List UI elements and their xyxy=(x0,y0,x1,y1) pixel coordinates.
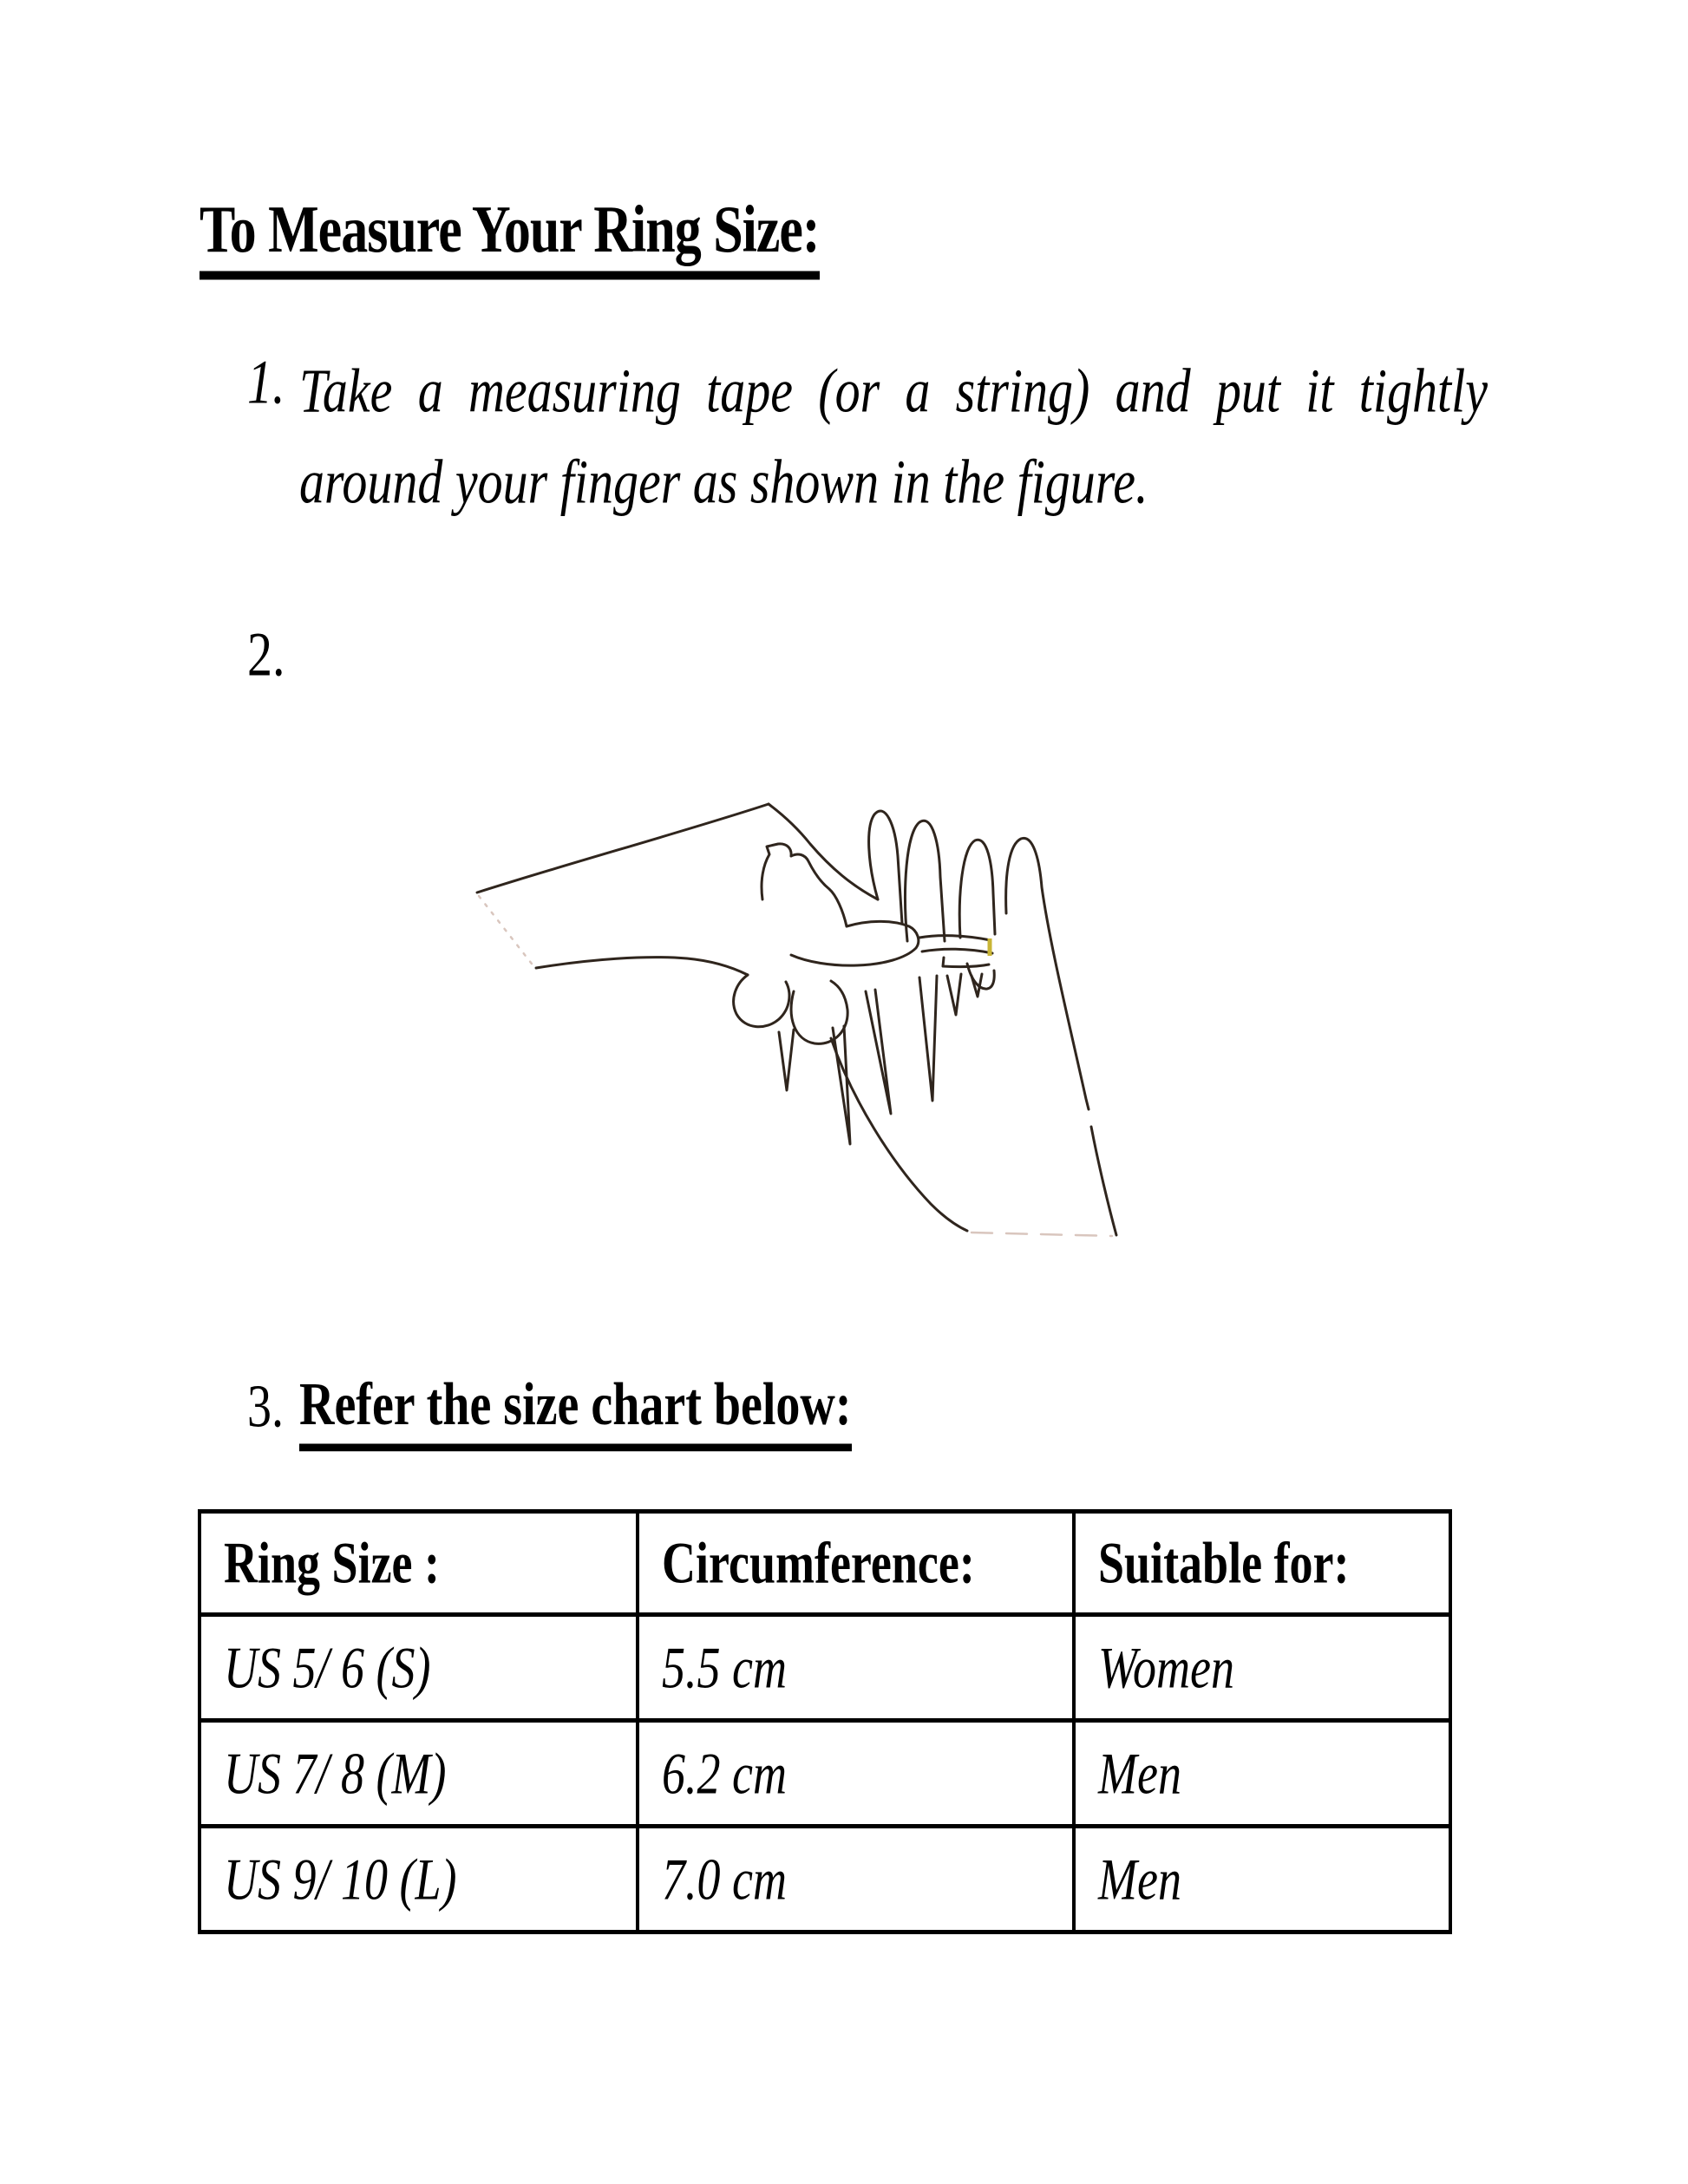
string-end-spike-5 xyxy=(947,974,961,1015)
string-end-spike-1 xyxy=(779,1030,794,1090)
hand-outer-edge xyxy=(1006,838,1089,1109)
header-ring-size: Ring Size : xyxy=(200,1512,638,1615)
wrist-cut-dashed-line xyxy=(972,1233,1112,1236)
cell-suitable-for: Men xyxy=(1074,1827,1450,1932)
upright-hand xyxy=(769,804,1116,1235)
pinch-index-finger xyxy=(791,921,919,965)
cell-circumference: 5.5 cm xyxy=(638,1615,1074,1721)
cut-edge-dashes xyxy=(479,896,1112,1236)
table-row-large xyxy=(200,1827,1450,1932)
string-end-spike-2 xyxy=(833,1026,850,1144)
arm-bottom-edge xyxy=(536,958,748,975)
index-finger xyxy=(869,811,902,924)
header-suitable-for: Suitable for: xyxy=(1074,1512,1450,1615)
string-end-spike-3 xyxy=(866,990,891,1114)
step-3 xyxy=(247,1372,852,1451)
pinch-thumb xyxy=(762,844,847,926)
step-1-number: 1. xyxy=(247,346,285,417)
wrist-right-edge xyxy=(1091,1127,1116,1235)
hands-illustration xyxy=(460,794,1136,1279)
header-circumference: Circumference: xyxy=(638,1512,1074,1615)
arm-top-edge xyxy=(477,804,769,893)
cell-ring-size: US 9/ 10 (L) xyxy=(200,1827,638,1932)
step-3-heading: Refer the size chart below: xyxy=(299,1372,852,1451)
cell-suitable-for: Men xyxy=(1074,1721,1450,1827)
step-1 xyxy=(247,345,1496,527)
middle-finger xyxy=(906,821,945,941)
page-title xyxy=(200,193,820,267)
left-arm xyxy=(477,804,769,975)
illustration-strokes xyxy=(477,804,1116,1236)
string-end-spike-4 xyxy=(919,976,937,1101)
ring-finger xyxy=(959,840,995,938)
cell-ring-size: US 5/ 6 (S) xyxy=(200,1615,638,1721)
table-header-row xyxy=(200,1512,1450,1615)
string-lower-wrap xyxy=(943,958,989,967)
hand-measurement-figure xyxy=(460,794,1136,1279)
cell-suitable-for: Women xyxy=(1074,1615,1450,1721)
measuring-string xyxy=(919,936,992,967)
step-1-text xyxy=(299,345,1488,527)
curled-finger-1 xyxy=(734,975,789,1027)
step-3-number: 3. xyxy=(247,1373,284,1441)
table-row-small xyxy=(200,1615,1450,1721)
ring-size-table xyxy=(198,1509,1452,1934)
table-row-medium xyxy=(200,1721,1450,1827)
arm-cut-dashed-line xyxy=(479,896,534,967)
string-bottom-line xyxy=(922,949,992,953)
step-2-number: 2. xyxy=(247,618,285,690)
cell-circumference: 7.0 cm xyxy=(638,1827,1074,1932)
curled-finger-2 xyxy=(791,981,847,1043)
palm-left-edge xyxy=(831,1038,967,1231)
string-top-line xyxy=(919,936,991,940)
cell-circumference: 6.2 cm xyxy=(638,1721,1074,1827)
page-title-text: To Measure Your Ring Size: xyxy=(200,195,820,280)
step-2 xyxy=(247,618,285,690)
cell-ring-size: US 7/ 8 (M) xyxy=(200,1721,638,1827)
step-1-line-2: around your finger as shown in the figure. xyxy=(299,446,1148,517)
step-1-line-1: Take a measuring tape (or a string) and put it tightly xyxy=(299,355,1488,426)
